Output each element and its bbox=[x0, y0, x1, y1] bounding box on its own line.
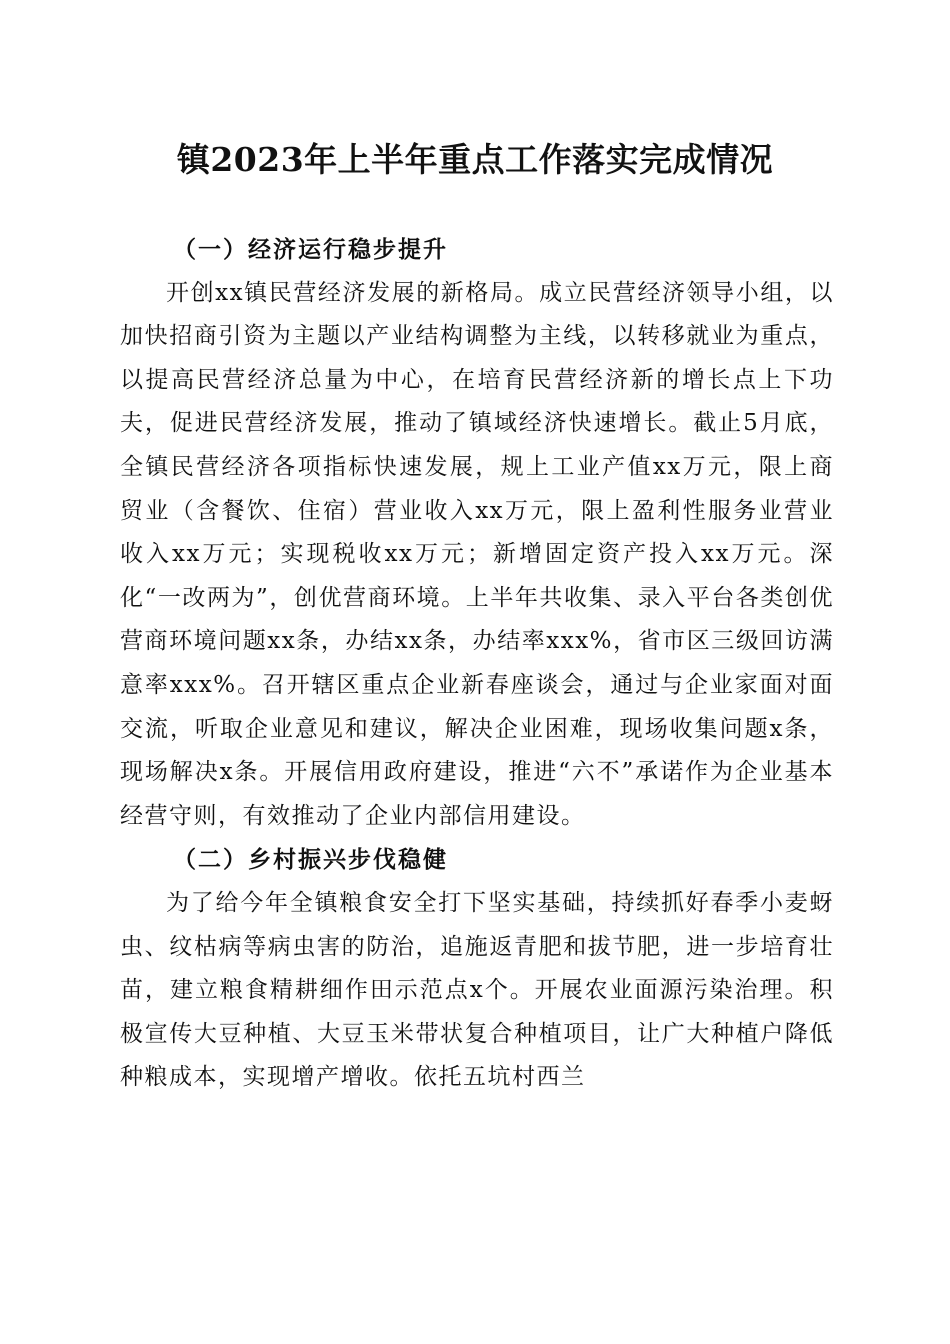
section-paragraph-rural-revitalization: 为了给今年全镇粮食安全打下坚实基础，持续抓好春季小麦蚜虫、纹枯病等病虫害的防治，追施返青肥和拔节肥，进一步培育壮苗，建立粮食精耕细作田示范点x个。开展农业面源污染治理。积极宣传大豆种植、大豆玉米带状复合种植项目，让广大种植户降低种粮成本，实现增产增收。依托五坑村西兰 bbox=[120, 889, 834, 1091]
document-body bbox=[120, 228, 834, 1100]
section-heading-economy: （一）经济运行稳步提升 bbox=[173, 236, 448, 263]
section-paragraph-economy: 开创xx镇民营经济发展的新格局。成立民营经济领导小组，以加快招商引资为主题以产业结构调整为主线，以转移就业为重点，以提高民营经济总量为中心，在培育民营经济新的增长点上下功夫，促进民营经济发展，推动了镇域经济快速增长。截止5月底，全镇民营经济各项指标快速发展，规上工业产值xx万元，限上商贸业（含餐饮、住宿）营业收入xx万元，限上盈利性服务业营业收入xx万元；实现税收xx万元；新增固定资产投入xx万元。深化“一改两为”，创优营商环境。上半年共收集、录入平台各类创优营商环境问题xx条，办结xx条，办结率xxx%，省市区三级回访满意率xxx%。召开辖区重点企业新春座谈会，通过与企业家面对面交流，听取企业意见和建议，解决企业困难，现场收集问题x条，现场解决x条。开展信用政府建设，推进“六不”承诺作为企业基本经营守则，有效推动了企业内部信用建设。 bbox=[120, 279, 834, 829]
document-title: 镇2023年上半年重点工作落实完成情况 bbox=[176, 140, 774, 179]
section-heading-rural-revitalization: （二）乡村振兴步伐稳健 bbox=[173, 846, 448, 874]
